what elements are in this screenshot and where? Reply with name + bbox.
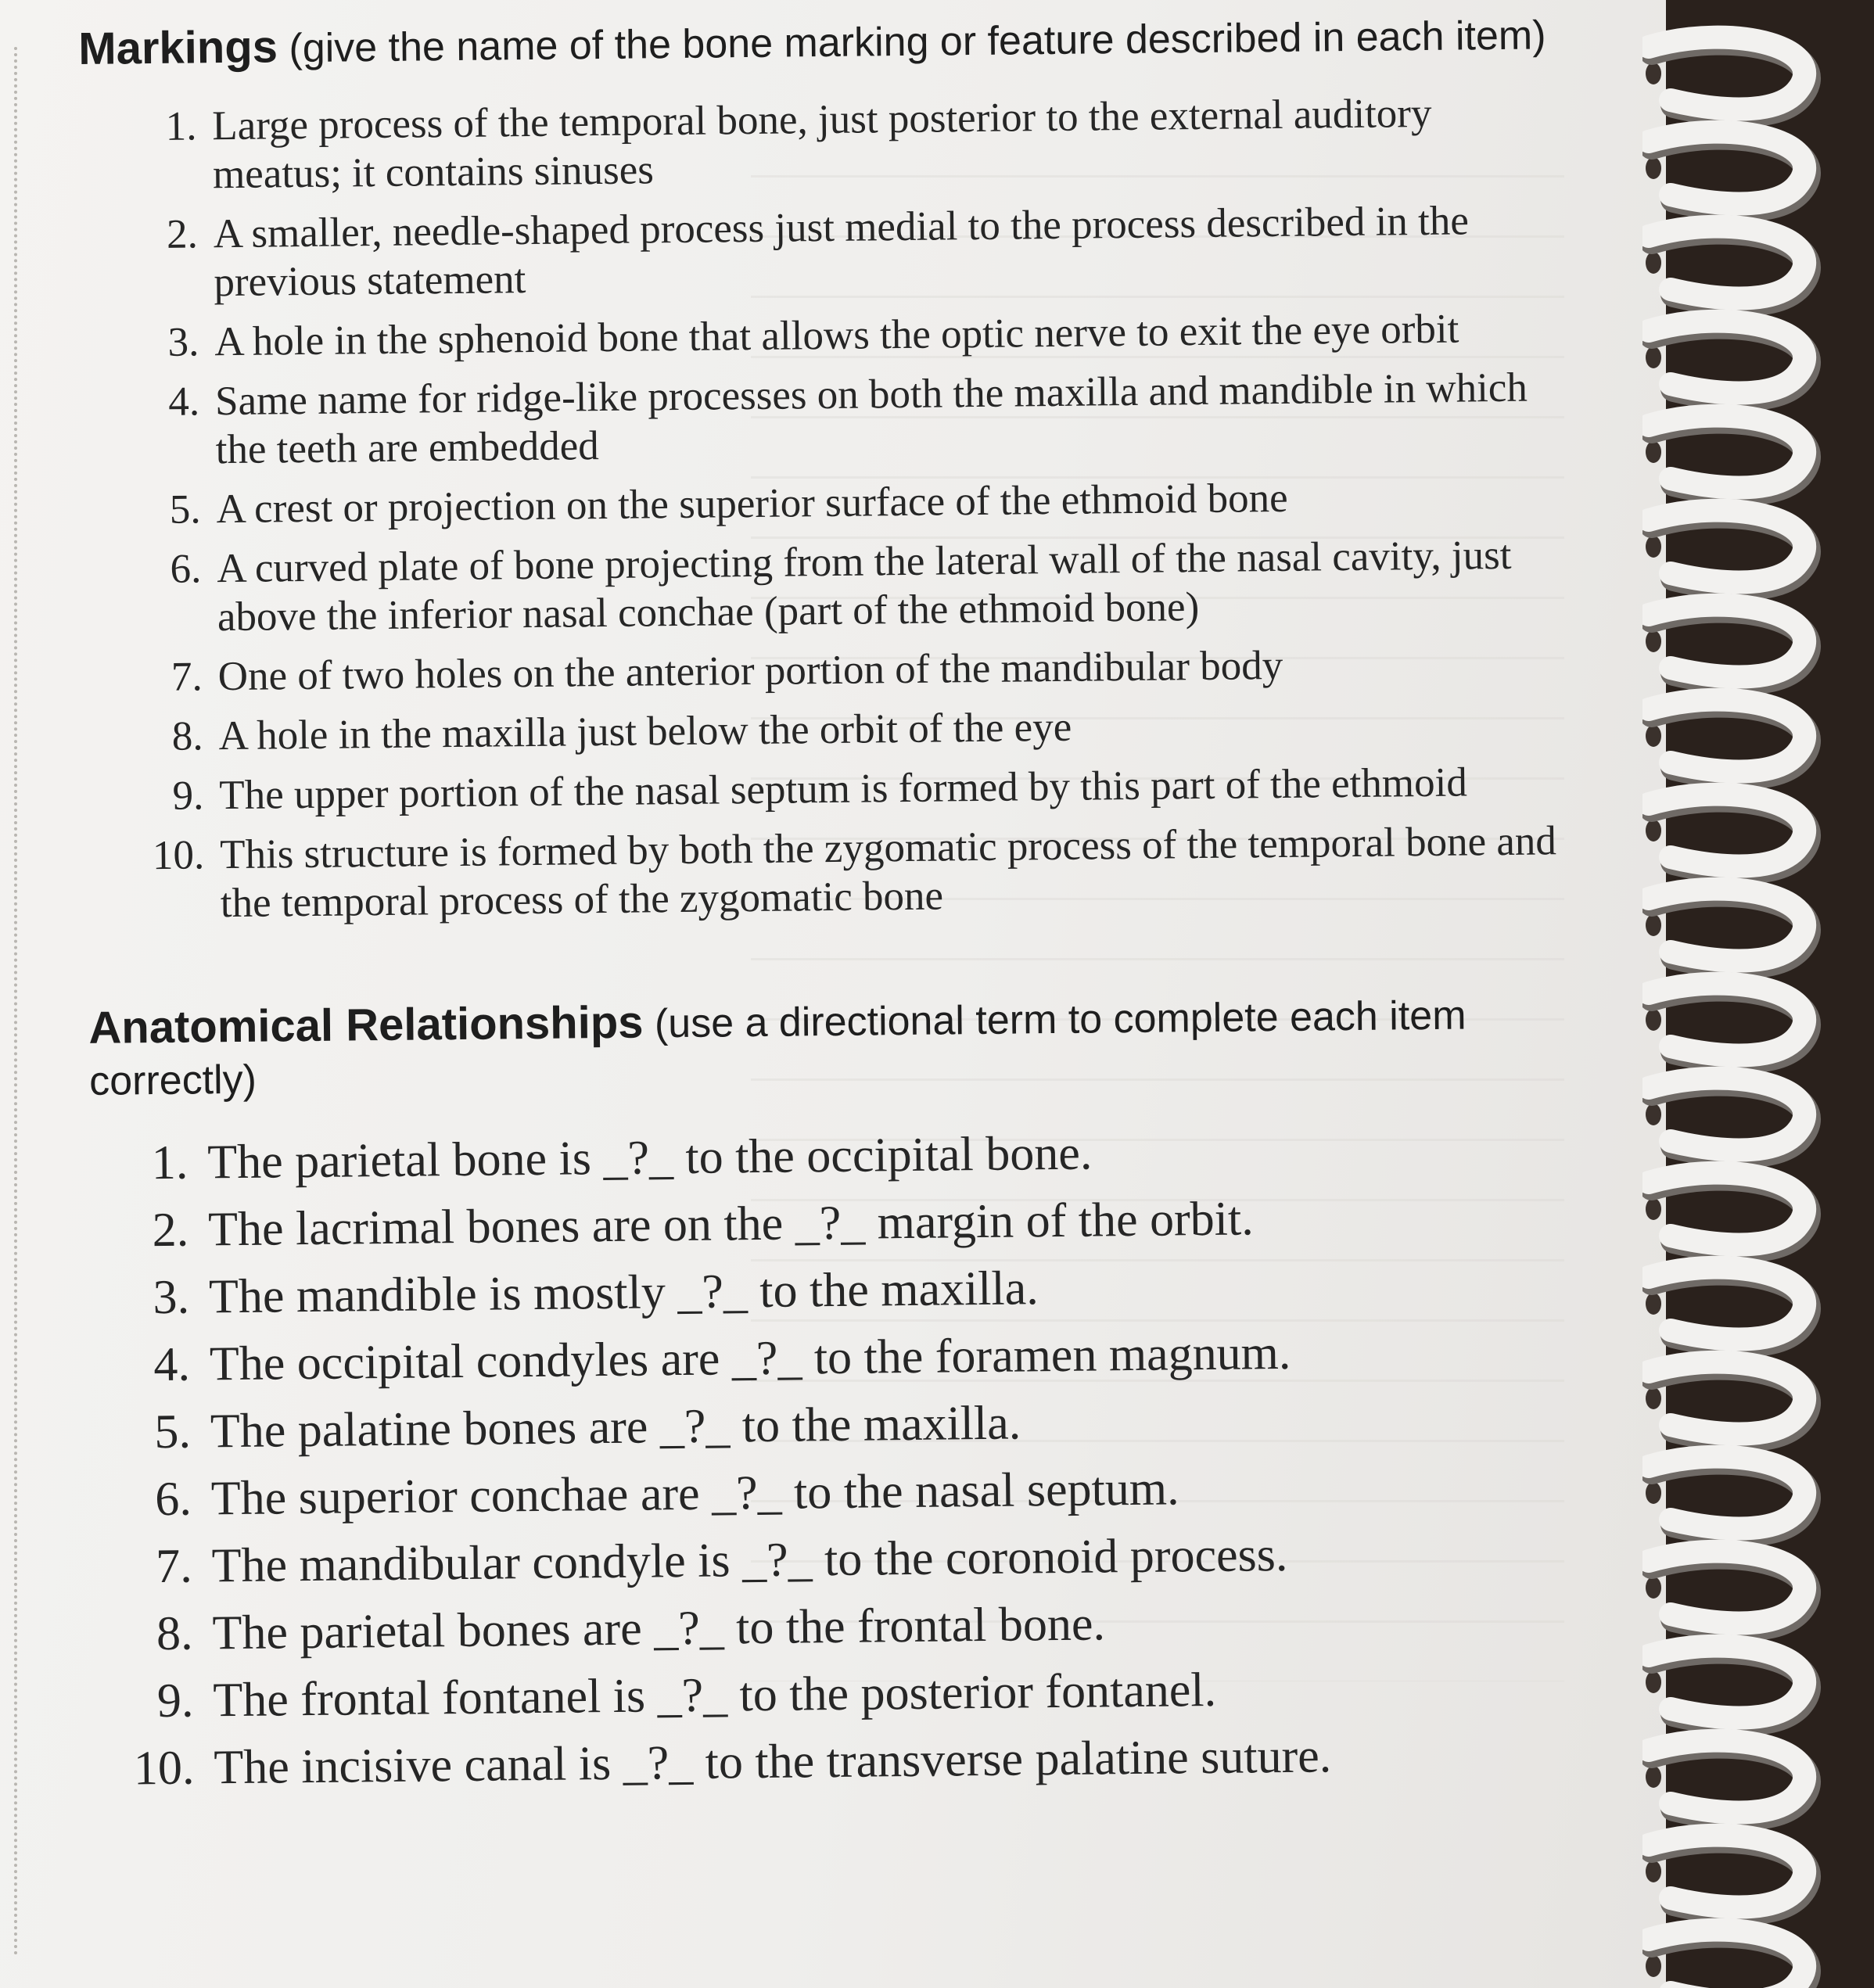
item-number: 5. — [169, 486, 201, 533]
item-number: 8. — [171, 713, 203, 759]
item-number: 4. — [153, 1337, 191, 1392]
item-number: 6. — [154, 1472, 192, 1527]
binding-coil — [1646, 1552, 1808, 1628]
list-item — [81, 303, 1568, 368]
item-number: 10. — [152, 832, 205, 879]
binding-coil — [1646, 1173, 1808, 1250]
item-text: The mandibular condyle is _?_ to the coronoid process. — [211, 1527, 1288, 1593]
binding-coil — [1646, 889, 1808, 966]
page-content — [78, 8, 1583, 1803]
binding-coil — [1646, 984, 1808, 1060]
item-number: 10. — [133, 1741, 195, 1796]
binding-coil — [1646, 1930, 1808, 1988]
list-item — [83, 471, 1570, 535]
binding-coil — [1646, 1457, 1808, 1534]
item-number: 2. — [152, 1203, 189, 1258]
item-number: 1. — [165, 103, 197, 149]
binding-coil — [1646, 605, 1808, 682]
relationships-instruction: (use a directional term to complete each item correctly) — [88, 992, 1467, 1104]
binding-coil — [1646, 795, 1808, 871]
item-text: A hole in the sphenoid bone that allows the optic nerve to exit the eye orbit — [214, 306, 1459, 365]
item-text: A hole in the maxilla just below the orbit of the eye — [218, 704, 1072, 759]
item-number: 4. — [168, 379, 200, 425]
binding-coil — [1646, 227, 1808, 303]
item-text: The lacrimal bones are on the _?_ margin of the orbit. — [207, 1192, 1255, 1257]
binding-coil — [1646, 511, 1808, 587]
binding-coil — [1646, 132, 1808, 209]
item-number: 9. — [172, 773, 204, 819]
list-item — [82, 363, 1569, 475]
item-text: The frontal fontanel is _?_ to the posterior fontanel. — [213, 1663, 1217, 1728]
item-number: 1. — [151, 1136, 188, 1190]
binding-coil — [1646, 700, 1808, 777]
binding-coil — [1646, 1078, 1808, 1155]
list-item — [81, 196, 1567, 308]
list-item — [87, 816, 1574, 929]
item-text: The upper portion of the nasal septum is formed by this part of the ethmoid — [219, 759, 1468, 819]
item-text: Same name for ridge-like processes on both the maxilla and mandible in which the teeth are embedded — [214, 364, 1528, 473]
list-item — [84, 638, 1571, 702]
binding-coil — [1646, 416, 1808, 493]
item-text: A smaller, needle-shaped process just medial to the process described in the previous statement — [213, 198, 1470, 306]
perforation-line — [14, 47, 17, 1957]
item-text: The parietal bone is _?_ to the occipital bone. — [206, 1126, 1093, 1190]
markings-instruction: (give the name of the bone marking or feature described in each item) — [289, 13, 1546, 72]
spiral-binding — [1642, 0, 1874, 1988]
list-item — [84, 530, 1571, 643]
item-text: The superior conchae are _?_ to the nasal septum. — [210, 1462, 1179, 1526]
item-number: 6. — [170, 546, 202, 592]
item-number: 2. — [166, 211, 199, 257]
relationships-list — [90, 1115, 1583, 1802]
binding-coil — [1646, 1741, 1808, 1818]
relationships-title: Anatomical Relationships — [88, 996, 644, 1053]
item-number: 7. — [155, 1539, 193, 1594]
binding-coil — [1646, 1646, 1808, 1723]
item-text: The parietal bones are _?_ to the frontal bone. — [212, 1597, 1106, 1660]
binding-coil — [1646, 1268, 1808, 1344]
item-text: The incisive canal is _?_ to the transverse palatine suture. — [214, 1729, 1332, 1795]
item-number: 9. — [156, 1674, 194, 1728]
item-text: The occipital condyles are _?_ to the foramen magnum. — [209, 1326, 1291, 1391]
item-text: A curved plate of bone projecting from the lateral wall of the nasal cavity, just above the inferior nasal conchae (part of the ethmoid bone) — [217, 532, 1512, 641]
item-text: A crest or projection on the superior surface of the ethmoid bone — [216, 475, 1288, 533]
markings-list — [79, 88, 1574, 929]
item-number: 8. — [156, 1606, 193, 1661]
item-number: 5. — [154, 1405, 192, 1459]
item-text: The palatine bones are _?_ to the maxilla. — [210, 1396, 1021, 1459]
binding-coil — [1646, 321, 1808, 398]
item-text: Large process of the temporal bone, just posterior to the external auditory meatus; it contains sinuses — [212, 90, 1432, 198]
item-text: The mandible is mostly _?_ to the maxilla. — [208, 1261, 1039, 1324]
item-text: This structure is formed by both the zygomatic process of the temporal bone and the temporal process of the zygomatic bone — [219, 818, 1557, 927]
markings-title: Markings — [78, 21, 278, 74]
binding-coil — [1646, 1835, 1808, 1912]
list-item — [85, 698, 1572, 762]
list-item — [96, 1721, 1583, 1802]
item-number: 3. — [153, 1270, 190, 1325]
binding-coil — [1646, 38, 1808, 114]
binding-coil — [1646, 1362, 1808, 1439]
relationships-heading — [88, 987, 1575, 1107]
item-text: One of two holes on the anterior portion of the mandibular body — [217, 642, 1283, 700]
list-item — [79, 88, 1566, 200]
item-number: 3. — [167, 319, 199, 365]
list-item — [86, 757, 1573, 821]
item-number: 7. — [171, 654, 203, 700]
